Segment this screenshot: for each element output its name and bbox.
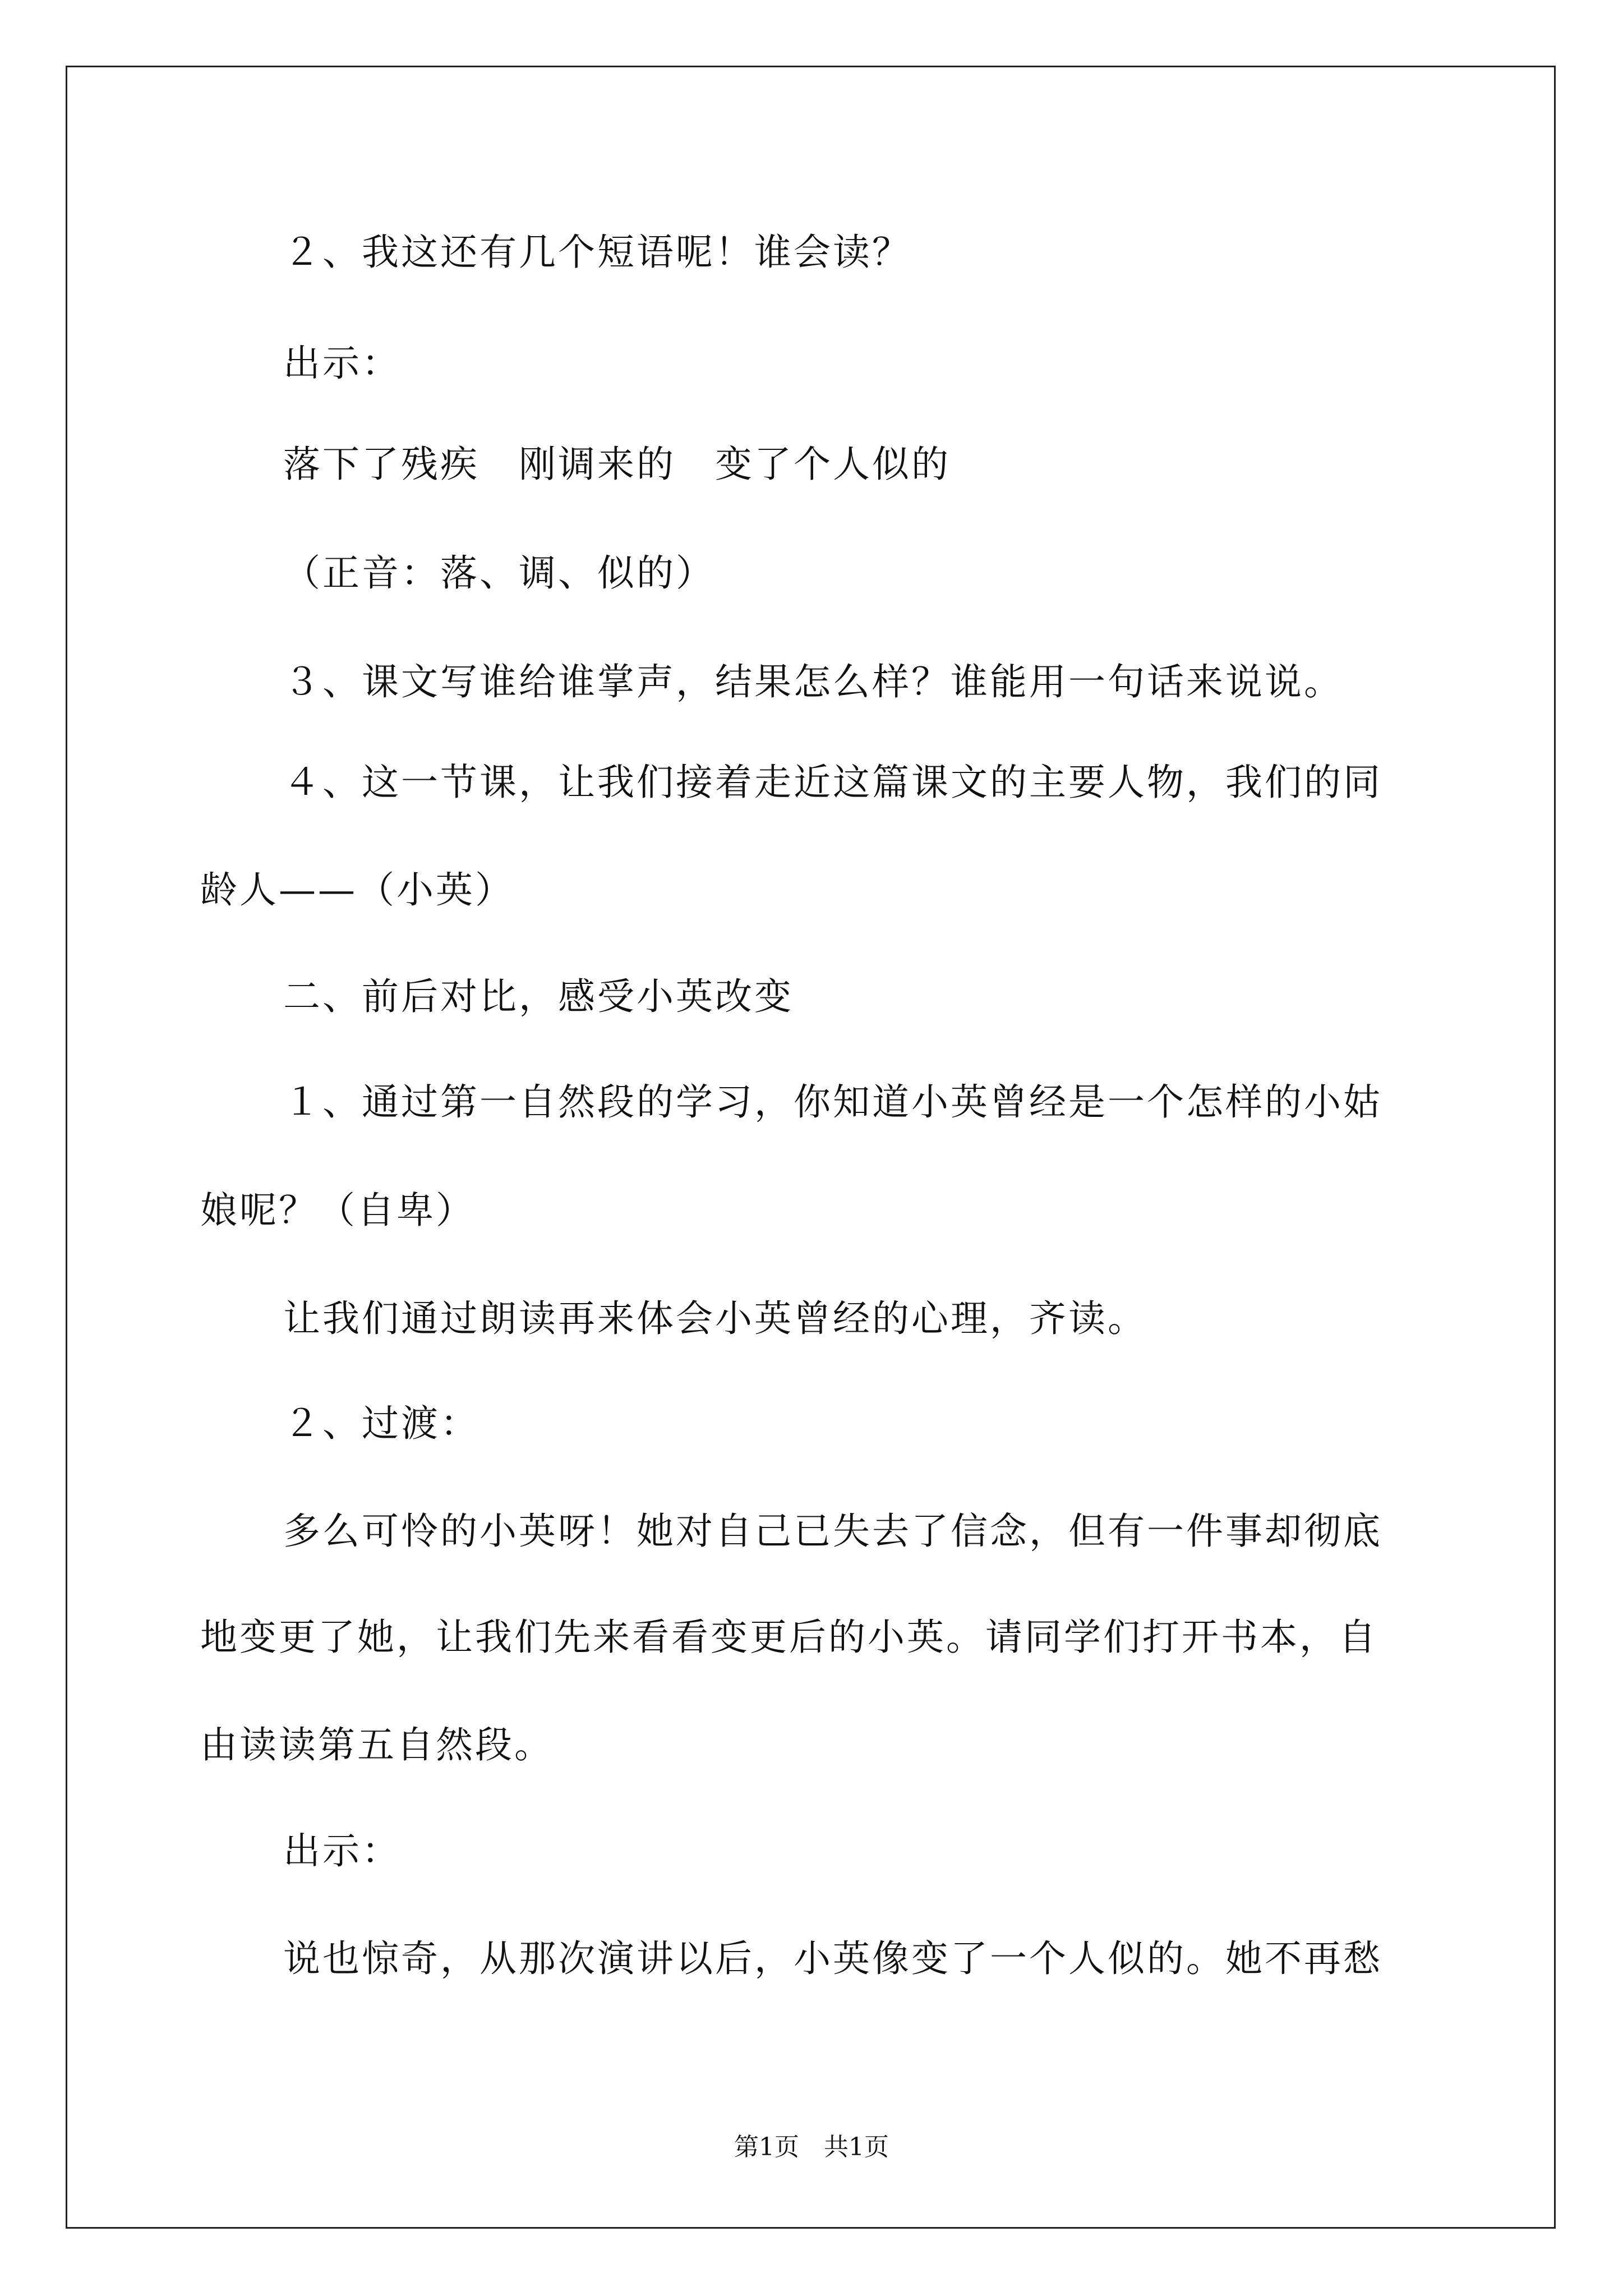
page-footer: 第1页 共1页: [734, 2133, 889, 2161]
text-line-2: 出示：: [283, 342, 401, 385]
text-line-17: 说也惊奇，从那次演讲以后，小英像变了一个人似的。她不再愁: [283, 1937, 1382, 1980]
text-line-9: １、通过第一自然段的学习，你知道小英曾经是一个怎样的小姑: [283, 1080, 1382, 1124]
page-border: [66, 66, 1556, 2229]
text-line-1: ２、我这还有几个短语呢！谁会读？: [283, 231, 911, 274]
text-line-15: 由读读第五自然段。: [200, 1723, 554, 1766]
text-line-8: 二、前后对比，感受小英改变: [283, 975, 794, 1018]
text-line-11: 让我们通过朗读再来体会小英曾经的心理，齐读。: [283, 1297, 1147, 1340]
text-line-6: ４、这一节课，让我们接着走近这篇课文的主要人物，我们的同: [283, 761, 1382, 804]
text-line-7: 龄人——（小英）: [200, 868, 514, 912]
text-line-5: ３、课文写谁给谁掌声，结果怎么样？谁能用一句话来说说。: [283, 660, 1343, 703]
text-line-4: （正音：落、调、似的）: [283, 551, 715, 595]
text-line-3: 落下了残疾 刚调来的 变了个人似的: [283, 443, 951, 486]
text-line-13: 多么可怜的小英呀！她对自己已失去了信念，但有一件事却彻底: [283, 1510, 1382, 1553]
text-line-16: 出示：: [283, 1829, 401, 1872]
text-line-14: 地变更了她，让我们先来看看变更后的小英。请同学们打开书本，自: [200, 1616, 1378, 1659]
text-line-10: 娘呢？（自卑）: [200, 1189, 475, 1232]
text-line-12: ２、过渡：: [283, 1402, 479, 1445]
